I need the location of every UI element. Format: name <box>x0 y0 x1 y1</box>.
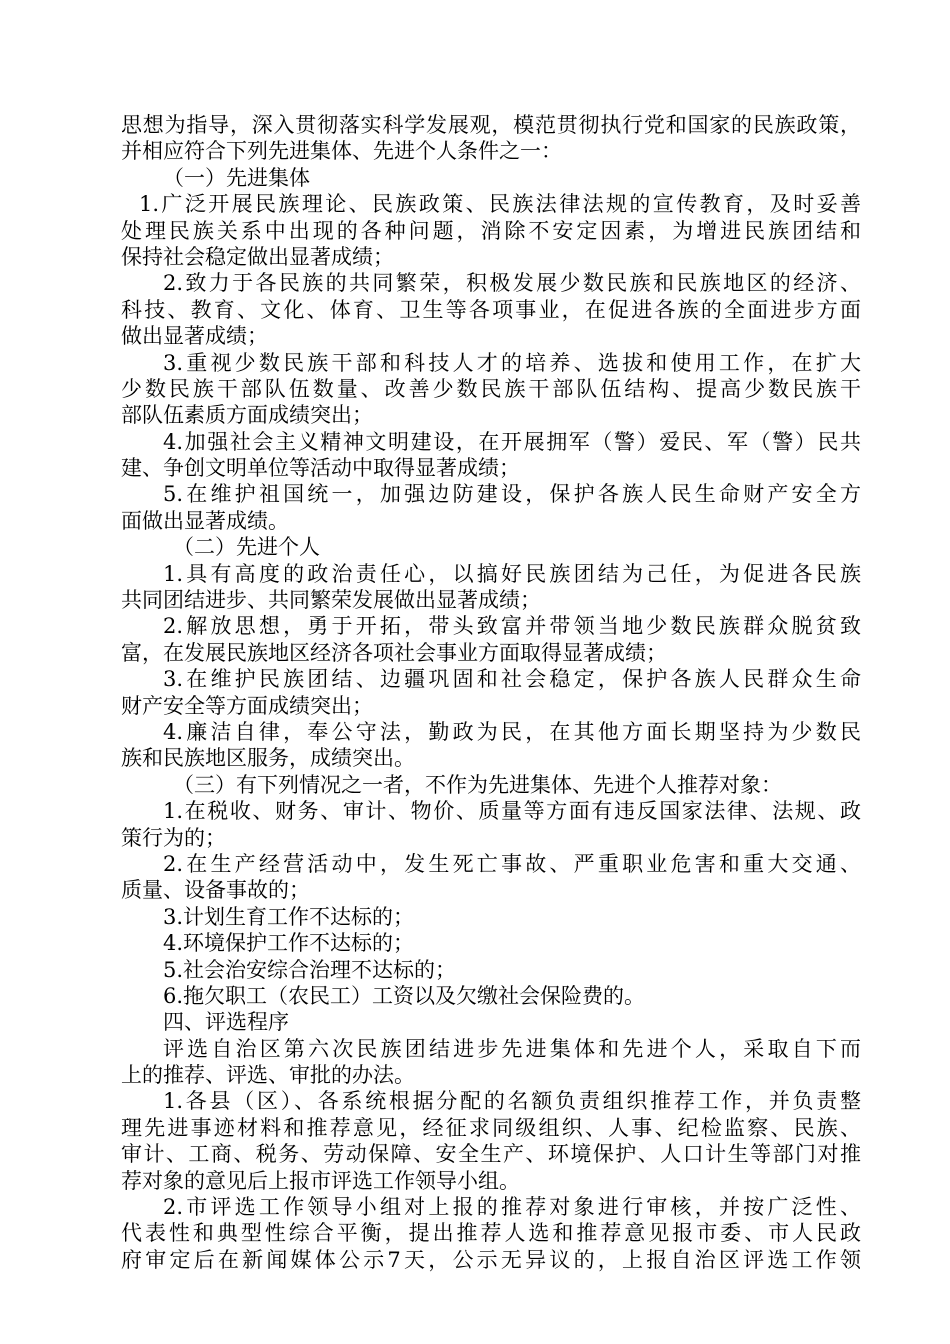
text-line: 共同团结进步、共同繁荣发展做出显著成绩； <box>121 588 541 613</box>
text-line: 1.广泛开展民族理论、民族政策、民族法律法规的宣传教育，及时妥善 <box>139 192 861 217</box>
text-line: 并相应符合下列先进集体、先进个人条件之一： <box>121 139 562 164</box>
text-line: 2.市评选工作领导小组对上报的推荐对象进行审核，并按广泛性、 <box>163 1195 861 1220</box>
text-line: 少数民族干部队伍数量、改善少数民族干部队伍结构、提高少数民族干 <box>121 376 861 401</box>
text-line: 面做出显著成绩。 <box>121 508 289 533</box>
text-line: 科技、教育、文化、体育、卫生等各项事业，在促进各族的全面进步方面 <box>121 297 861 322</box>
text-line: 审计、工商、税务、劳动保障、安全生产、环境保护、人口计生等部门对推 <box>121 1142 861 1167</box>
list-item: 3.计划生育工作不达标的； <box>163 904 415 929</box>
text-line: 部队伍素质方面成绩突出； <box>121 403 373 428</box>
text-line: 4.廉洁自律，奉公守法，勤政为民，在其他方面长期坚持为少数民 <box>163 719 861 744</box>
text-line: 府审定后在新闻媒体公示7天，公示无异议的，上报自治区评选工作领 <box>121 1247 861 1272</box>
text-line: 2.致力于各民族的共同繁荣，积极发展少数民族和民族地区的经济、 <box>163 271 861 296</box>
text-line: 族和民族地区服务，成绩突出。 <box>121 746 415 771</box>
text-line: 3.在维护民族团结、边疆巩固和社会稳定，保护各族人民群众生命 <box>163 667 861 692</box>
section-heading: （二）先进个人 <box>173 535 320 560</box>
text-line: 质量、设备事故的； <box>121 878 310 903</box>
text-line: 2.在生产经营活动中，发生死亡事故、严重职业危害和重大交通、 <box>163 851 861 876</box>
text-line: 上的推荐、评选、审批的办法。 <box>121 1063 415 1088</box>
text-line: 4.加强社会主义精神文明建设，在开展拥军（警）爱民、军（警）民共 <box>163 429 861 454</box>
text-line: 1.具有高度的政治责任心，以搞好民族团结为己任，为促进各民族 <box>163 561 861 586</box>
text-line: 做出显著成绩； <box>121 324 268 349</box>
list-item: 6.拖欠职工（农民工）工资以及欠缴社会保险费的。 <box>163 983 646 1008</box>
list-item: 5.社会治安综合治理不达标的； <box>163 957 457 982</box>
text-line: 财产安全等方面成绩突出； <box>121 693 373 718</box>
list-item: 4.环境保护工作不达标的； <box>163 931 415 956</box>
section-heading: （一）先进集体 <box>163 165 310 190</box>
text-line: 2.解放思想，勇于开拓，带头致富并带领当地少数民族群众脱贫致 <box>163 614 861 639</box>
text-line: 评选自治区第六次民族团结进步先进集体和先进个人，采取自下而 <box>163 1036 861 1061</box>
document-body <box>121 112 861 1273</box>
text-line: 1.在税收、财务、审计、物价、质量等方面有违反国家法律、法规、政 <box>163 799 861 824</box>
text-line: 富，在发展民族地区经济各项社会事业方面取得显著成绩； <box>121 640 667 665</box>
text-line: 荐对象的意见后上报市评选工作领导小组。 <box>121 1168 520 1193</box>
section-heading: （三）有下列情况之一者，不作为先进集体、先进个人推荐对象： <box>173 772 782 797</box>
text-line: 保持社会稳定做出显著成绩； <box>121 244 394 269</box>
text-line: 3.重视少数民族干部和科技人才的培养、选拔和使用工作，在扩大 <box>163 350 861 375</box>
text-line: 代表性和典型性综合平衡，提出推荐人选和推荐意见报市委、市人民政 <box>121 1221 861 1246</box>
text-line: 策行为的； <box>121 825 226 850</box>
text-line: 建、争创文明单位等活动中取得显著成绩； <box>121 456 520 481</box>
text-line: 思想为指导，深入贯彻落实科学发展观，模范贯彻执行党和国家的民族政策， <box>121 113 861 137</box>
text-line: 理先进事迹材料和推荐意见，经征求同级组织、人事、纪检监察、民族、 <box>121 1115 861 1140</box>
section-heading: 四、评选程序 <box>163 1010 289 1035</box>
text-line: 处理民族关系中出现的各种问题，消除不安定因素，为增进民族团结和 <box>121 218 861 243</box>
text-line: 1.各县（区）、各系统根据分配的名额负责组织推荐工作，并负责整 <box>163 1089 861 1114</box>
text-line: 5.在维护祖国统一，加强边防建设，保护各族人民生命财产安全方 <box>163 482 861 507</box>
